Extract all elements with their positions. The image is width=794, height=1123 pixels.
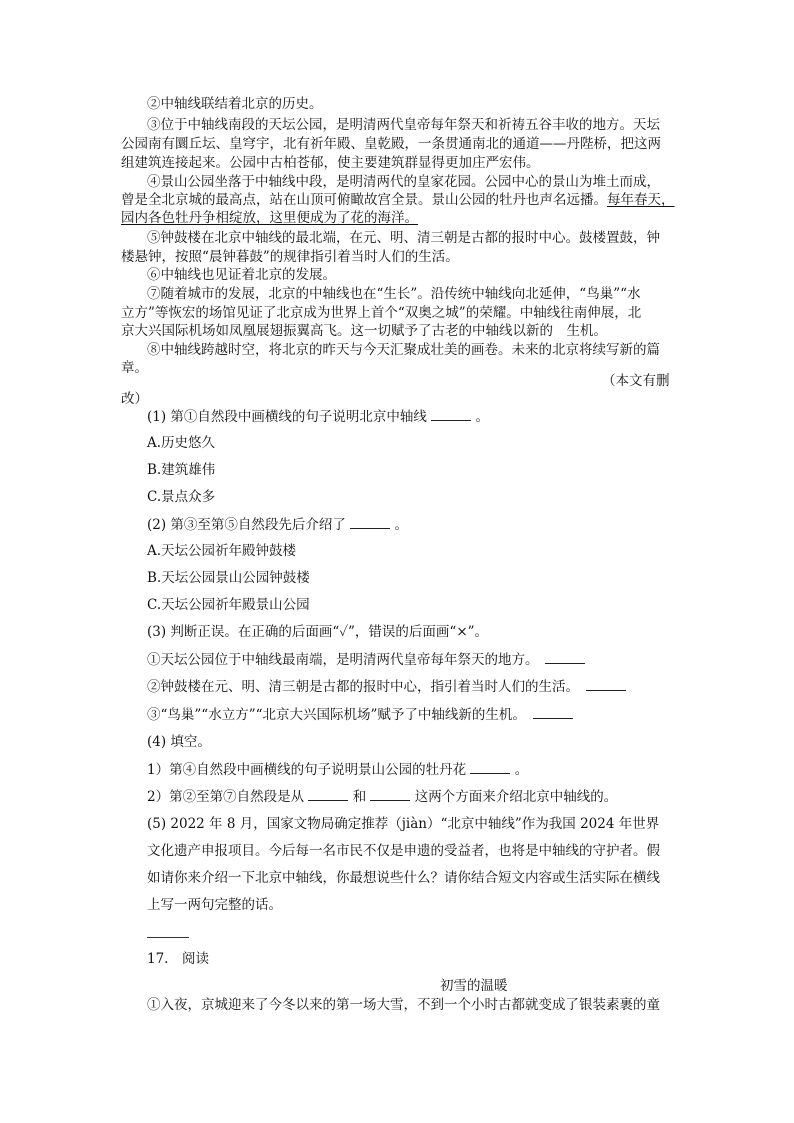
option-q1-a[interactable]: A.历史悠久 [147, 435, 216, 451]
passage-text: 曾是全北京城的最高点，站在山顶可俯瞰故宫全景。景山公园的牡丹也声名远播。 [121, 192, 607, 208]
statement-3-3-text: ③“鸟巢”“水立方”“北京大兴国际机场”赋予了中轴线新的生机。 [147, 707, 520, 723]
question-2-text: (2) 第③至第⑤自然段先后介绍了 [147, 517, 346, 533]
question-5-line-1: (5) 2022 年 8 月，国家文物局确定推荐（jiàn）“北京中轴线”作为我国 2024 年世界 [147, 816, 660, 832]
answer-blank-q4-2b[interactable] [370, 787, 410, 801]
fill-4-1 [147, 760, 528, 779]
passage-paragraph-3-line-3: 组建筑连接起来。公园中古柏苍郁，使主要建筑群显得更加庄严宏伟。 [121, 155, 540, 171]
underlined-sentence-start: 每年春天， [607, 192, 675, 208]
question-2 [147, 515, 408, 534]
section-17-heading: 17. 阅读 [147, 951, 209, 967]
passage-paragraph-7-line-1: ⑦随着城市的发展，北京的中轴线也在“生长”。沿传统中轴线向北延伸，“鸟巢”“水 [147, 286, 641, 302]
statement-3-2 [147, 677, 626, 696]
passage-paragraph-8-line-2: 章。 [121, 360, 148, 376]
question-1-text: (1) 第①自然段中画横线的句子说明北京中轴线 [147, 409, 427, 425]
statement-3-3 [147, 705, 573, 724]
passage-paragraph-4-line-2 [121, 191, 675, 209]
source-note: （本文有删 [602, 373, 670, 389]
answer-blank-q1[interactable] [431, 407, 471, 421]
question-5-line-2: 文化遗产申报项目。今后每一名市民不仅是申遗的受益者，也将是中轴线的守护者。假 [147, 843, 660, 859]
answer-line-q5[interactable] [147, 937, 189, 938]
passage-paragraph-7-line-3: 京大兴国际机场如凤凰展翅振翼高飞。这一切赋予了古老的中轴线以新的 生机。 [121, 323, 607, 339]
passage-paragraph-8-line-1: ⑧中轴线跨越时空，将北京的昨天与今天汇聚成壮美的画卷。未来的北京将续写新的篇 [147, 342, 660, 358]
fill-4-1-end: 。 [514, 762, 529, 778]
statement-3-2-text: ②钟鼓楼在元、明、清三朝是古都的报时中心，指引着当时人们的生活。 [147, 679, 573, 695]
statement-3-1 [147, 650, 585, 669]
option-q2-b[interactable]: B.天坛公园景山公园钟鼓楼 [147, 570, 310, 586]
passage-paragraph-4-line-1: ④景山公园坐落于中轴线中段，是明清两代的皇家花园。公园中心的景山为堆土而成， [147, 174, 660, 190]
fill-4-2-text-c: 这两个方面来介绍北京中轴线的。 [414, 789, 618, 805]
question-5-line-4: 上写一两句完整的话。 [147, 897, 282, 913]
answer-blank-q2[interactable] [350, 515, 390, 529]
option-q2-a[interactable]: A.天坛公园祈年殿钟鼓楼 [147, 543, 297, 559]
option-q1-c[interactable]: C.景点众多 [147, 489, 216, 505]
passage-paragraph-6: ⑥中轴线也见证着北京的发展。 [147, 267, 336, 283]
question-1 [147, 407, 489, 426]
answer-blank-q3-1[interactable] [545, 650, 585, 664]
article-title: 初雪的温暖 [440, 978, 508, 994]
underlined-sentence-end: 园内各色牡丹争相绽放，这里便成为了花的海洋。 [121, 210, 418, 226]
statement-3-1-text: ①天坛公园位于中轴线最南端，是明清两代皇帝每年祭天的地方。 [147, 652, 532, 668]
fill-4-2-text-b: 和 [352, 789, 367, 805]
question-4: (4) 填空。 [147, 734, 211, 750]
question-1-end: 。 [475, 409, 490, 425]
answer-blank-q3-2[interactable] [586, 677, 626, 691]
option-q1-b[interactable]: B.建筑雄伟 [147, 462, 216, 478]
passage-paragraph-5-line-2: 楼悬钟，按照“晨钟暮鼓”的规律指引着当时人们的生活。 [121, 249, 459, 265]
fill-4-2-text-a: 2）第②至第⑦自然段是从 [147, 789, 305, 805]
fill-4-2 [147, 787, 617, 806]
source-note-end: 改） [121, 391, 148, 407]
passage-paragraph-3-line-1: ③位于中轴线南段的天坛公园，是明清两代皇帝每年祭天和祈祷五谷丰收的地方。天坛 [147, 117, 660, 133]
answer-blank-q4-2a[interactable] [308, 787, 348, 801]
answer-blank-q4-1[interactable] [470, 760, 510, 774]
question-5-line-3: 如请你来介绍一下北京中轴线，你最想说些什么？请你结合短文内容或生活实际在横线 [147, 870, 660, 886]
passage-paragraph-7-line-2: 立方”等恢宏的场馆见证了北京成为世界上首个“双奥之城”的荣耀。中轴线往南伸展，北 [121, 305, 642, 321]
passage-paragraph-3-line-2: 公园南有圜丘坛、皇穹宇，北有祈年殿、皇乾殿，一条贯通南北的通道——丹陛桥，把这两 [121, 136, 661, 152]
question-3: (3) 判断正误。在正确的后面画“✓”，错误的后面画“×”。 [147, 624, 489, 640]
option-q2-c[interactable]: C.天坛公园祈年殿景山公园 [147, 597, 310, 613]
passage-paragraph-2: ②中轴线联结着北京的历史。 [147, 96, 323, 112]
question-2-end: 。 [394, 517, 409, 533]
answer-blank-q3-3[interactable] [533, 705, 573, 719]
article-paragraph-1: ①入夜，京城迎来了今冬以来的第一场大雪，不到一个小时古都就变成了银装素裹的童 [147, 997, 660, 1013]
passage-paragraph-5-line-1: ⑤钟鼓楼在北京中轴线的最北端，在元、明、清三朝是古都的报时中心。鼓楼置鼓，钟 [147, 230, 660, 246]
fill-4-1-text: 1）第④自然段中画横线的句子说明景山公园的牡丹花 [147, 762, 467, 778]
